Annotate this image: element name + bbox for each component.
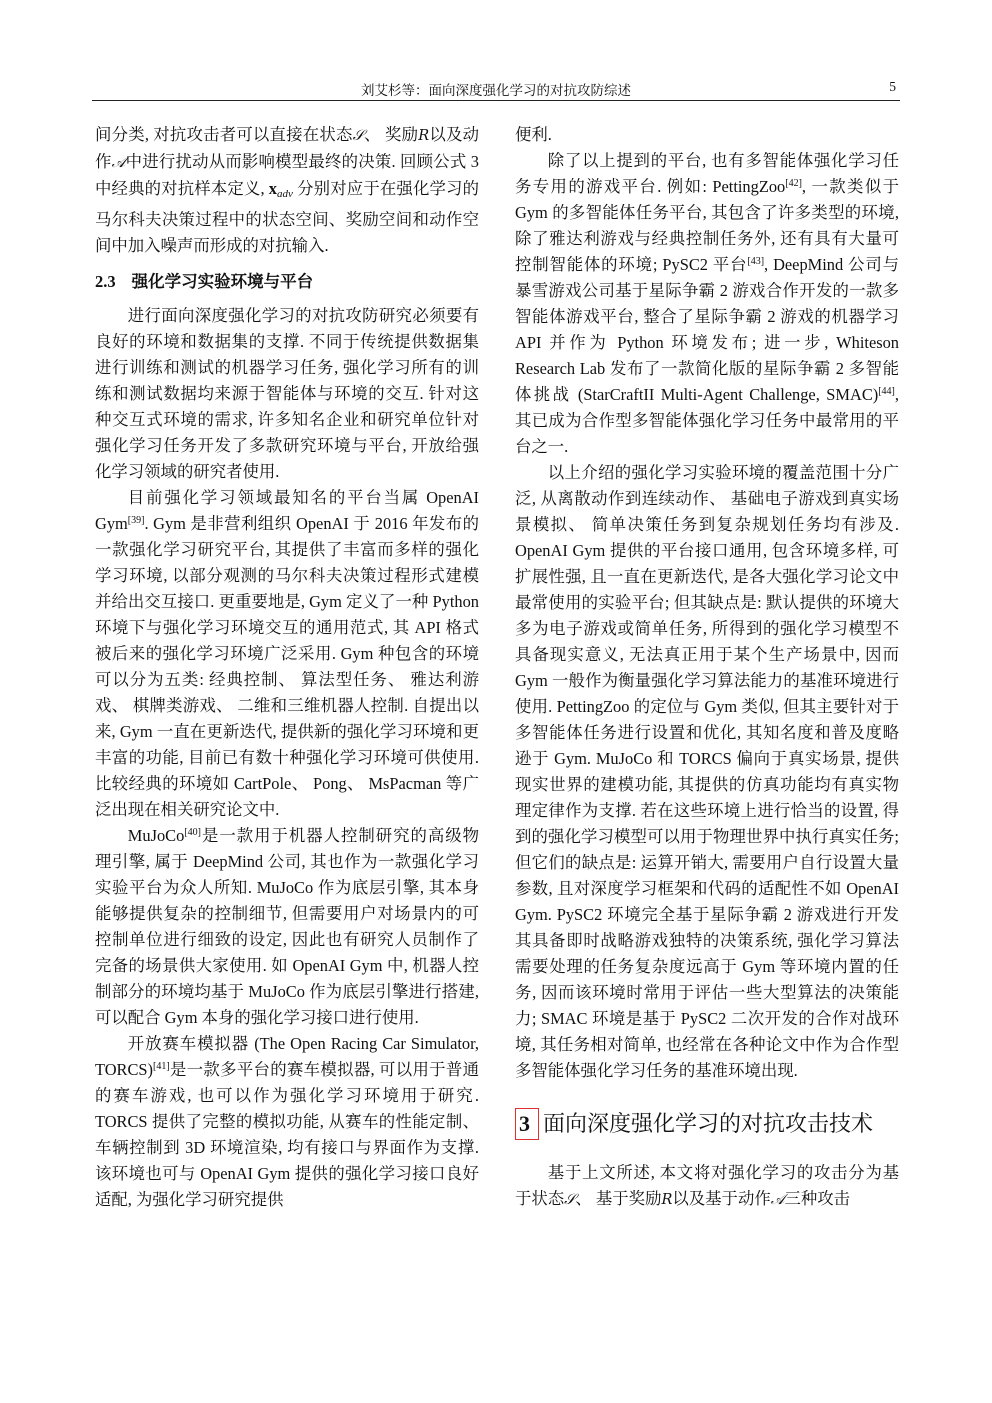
section-number: 3	[515, 1108, 539, 1140]
section-title: 面向深度强化学习的对抗攻击技术	[543, 1111, 874, 1136]
text-run: 、 奖励	[363, 125, 419, 144]
text-run: MuJoCo	[127, 826, 185, 845]
math-symbol: 𝒜	[770, 1192, 785, 1208]
left-column	[95, 122, 479, 1213]
math-vector: x	[268, 179, 277, 198]
text-run: 分别对应于在强化学习的马尔科夫决策过程中的状态空间、奖励空间和动作空间中加入噪声而形成的对抗输入.	[95, 179, 479, 255]
paragraph	[515, 148, 899, 460]
running-header	[92, 79, 900, 99]
text-run: 基于上文所述, 本文将对强化学习的攻击分为基于状态	[515, 1163, 899, 1208]
citation-ref[interactable]: [43]	[747, 256, 765, 267]
math-subscript: adv	[277, 188, 293, 200]
section-heading-3	[515, 1108, 899, 1140]
right-column	[515, 122, 899, 1213]
math-symbol: 𝒮	[564, 1192, 576, 1208]
header-rule	[92, 100, 900, 101]
text-run: , 其已成为合作型多智能体强化学习任务中最常用的平台之一.	[515, 385, 899, 456]
section-heading-2-3	[95, 269, 479, 295]
text-run: 三种攻击	[784, 1189, 851, 1208]
paragraph	[515, 460, 899, 1084]
text-run: . Gym 是非营利组织 OpenAI 于 2016 年发布的一款强化学习研究平台, 其提供了丰富而多样的强化学习环境, 以部分观测的马尔科夫决策过程形式建模并给出交互接口. 更重要地是, Gym 定义了一种 Python 环境下与强化学习环境交互的通用范式, 其 API 格式被后来的强化学习环境广泛采用. Gym 种包含的环境可以分为五类: 经典控制、 算法型任务、 雅达利游戏、 棋牌类游戏、 二维和三维机器人控制. 自提出以来, Gym 一直在更新迭代, 提供新的强化学习环境和更丰富的功能, 目前已有数十种强化学习环境可供使用. 比较经典的环境如 CartPole、 Pong、 MsPacman 等广泛出现在相关研究论文中.	[95, 514, 479, 819]
paragraph	[515, 122, 899, 148]
section-title: 强化学习实验环境与平台	[131, 272, 314, 291]
text-run: 以上介绍的强化学习实验环境的覆盖范围十分广泛, 从离散动作到连续动作、 基础电子游戏到真实场景模拟、 简单决策任务到复杂规划任务均有涉及. OpenAI Gym 提供的平台接口通用, 包含环境多样, 可扩展性强, 且一直在更新迭代, 是各大强化学习论文中最常使用的实验平台; 但其缺点是: 默认提供的环境大多为电子游戏或简单任务, 所得到的强化学习模型不具备现实意义, 无法真正用于某个生产场景中, 因而 Gym 一般作为衡量强化学习算法能力的基准环境进行使用. PettingZoo 的定位与 Gym 类似, 但其主要针对于多智能体任务进行设置和优化, 其知名度和普及度略逊于 Gym. MuJoCo 和 TORCS 偏向于真实场景, 提供现实世界的建模功能, 其提供的仿真功能均有真实物理定律作为支撑. 若在这些环境上进行恰当的设置, 得到的强化学习模型可以用于物理世界中执行真实任务; 但它们的缺点是: 运算开销大, 需要用户自行设置大量参数, 且对深度学习框架和代码的适配性不如 OpenAI Gym. PySC2 环境完全基于星际争霸 2 游戏进行开发其具备即时战略游戏独特的决策系统, 强化学习算法需要处理的任务复杂度远高于 Gym 等环境内置的任务, 因而该环境时常用于评估一些大型算法的决策能力; SMAC 环境是基于 PySC2 二次开发的合作对战环境, 其任务相对简单, 也经常在各种论文中作为合作型多智能体强化学习任务的基准环境出现.	[515, 463, 899, 1080]
text-run: 进行面向深度强化学习的对抗攻防研究必须要有良好的环境和数据集的支撑. 不同于传统提供数据集进行训练和测试的机器学习任务, 强化学习所有的训练和测试数据均来源于智能体与环境的交互. 针对这种交互式环境的需求, 许多知名企业和研究单位针对强化学习任务开发了多款研究环境与平台, 开放给强化学习领域的研究者使用.	[95, 306, 479, 481]
citation-ref[interactable]: [42]	[785, 178, 802, 189]
math-symbol: R	[661, 1192, 673, 1208]
header-title: 刘艾杉等：面向深度强化学习的对抗攻防综述	[361, 83, 631, 98]
section-number: 2.3	[95, 272, 116, 291]
text-run: 以及动作	[95, 125, 479, 171]
paragraph	[515, 1160, 899, 1213]
citation-ref[interactable]: [41]	[153, 1061, 170, 1072]
paragraph	[95, 122, 479, 259]
text-run: 中进行扰动从而影响模型最终的决策. 回顾公式 3 中经典的对抗样本定义,	[95, 152, 479, 198]
text-run: , DeepMind 公司与暴雪游戏公司基于星际争霸 2 游戏合作开发的一款多智能体游戏平台, 整合了星际争霸 2 游戏的机器学习 API 并作为 Python 环境发布; 进一步, Whiteson Research Lab 发布了一款简化版的星际争霸 2 多智能体挑战 (StarCraftII Multi-Agent Challenge, SMAC)	[515, 255, 899, 404]
text-run: 是一款用于机器人控制研究的高级物理引擎, 属于 DeepMind 公司, 其也作为一款强化学习实验平台为众人所知. MuJoCo 作为底层引擎, 其本身能够提供复杂的控制细节, 但需要用户对场景内的可控制单位进行细致的设定, 因此也有研究人员制作了完备的场景供大家使用. 如 OpenAI Gym 中, 机器人控制部分的环境均基于 MuJoCo 作为底层引擎进行搭建, 可以配合 Gym 本身的强化学习接口进行使用.	[95, 826, 479, 1027]
text-run: 间分类, 对抗攻击者可以直接在状态	[95, 125, 353, 144]
text-run: 目前强化学习领域最知名的平台当属 OpenAI Gym	[95, 488, 479, 533]
text-run: 是一款多平台的赛车模拟器, 可以用于普通的赛车游戏, 也可以作为强化学习环境用于研究. TORCS 提供了完整的模拟功能, 从赛车的性能定制、 车辆控制到 3D 环境渲染, 均有接口与界面作为支撑. 该环境也可与 OpenAI Gym 提供的强化学习接口良好适配, 为强化学习研究提供	[95, 1060, 479, 1209]
citation-ref[interactable]: [40]	[184, 827, 201, 838]
text-run: , 一款类似于 Gym 的多智能体任务平台, 其包含了许多类型的环境, 除了雅达利游戏与经典控制任务外, 还有具有大量可控制智能体的环境; PySC2 平台	[515, 177, 899, 274]
paragraph	[95, 485, 479, 823]
citation-ref[interactable]: [44]	[878, 386, 895, 397]
math-symbol: R	[418, 128, 430, 144]
text-run: 除了以上提到的平台, 也有多智能体强化学习任务专用的游戏平台. 例如: PettingZoo	[515, 151, 899, 196]
text-run: 开放赛车模拟器 (The Open Racing Car Simulator, TORCS)	[95, 1034, 479, 1079]
citation-ref[interactable]: [39]	[127, 515, 145, 526]
paragraph	[95, 303, 479, 485]
math-symbol: 𝒜	[111, 155, 126, 171]
page-number: 5	[889, 79, 896, 94]
text-run: 、 基于奖励	[575, 1189, 662, 1208]
paragraph	[95, 823, 479, 1031]
paragraph	[95, 1031, 479, 1213]
math-symbol: 𝒮	[352, 128, 364, 144]
text-run: 便利.	[515, 125, 552, 144]
text-run: 以及基于动作	[672, 1189, 771, 1208]
